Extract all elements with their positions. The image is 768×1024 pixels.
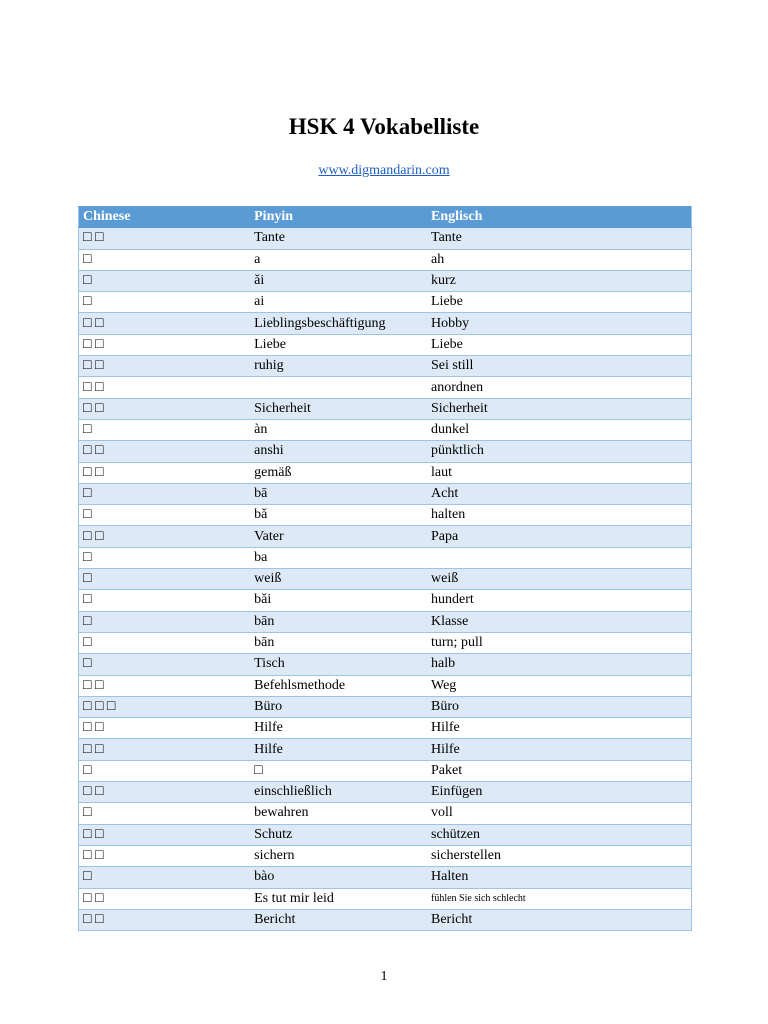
chinese-cell: □ □ — [79, 441, 251, 462]
pinyin-cell: Tante — [250, 228, 427, 249]
englisch-cell: Hobby — [427, 313, 692, 334]
pinyin-cell: ba — [250, 547, 427, 568]
table-row — [79, 611, 692, 632]
chinese-cell: □ □ — [79, 888, 251, 909]
pinyin-cell: Lieblingsbeschäftigung — [250, 313, 427, 334]
pinyin-cell: gemäß — [250, 462, 427, 483]
table-row — [79, 377, 692, 398]
englisch-cell — [427, 547, 692, 568]
chinese-cell: □ □ — [79, 313, 251, 334]
table-row — [79, 782, 692, 803]
pinyin-cell: Vater — [250, 526, 427, 547]
englisch-cell: laut — [427, 462, 692, 483]
chinese-cell: □ — [79, 547, 251, 568]
pinyin-cell: Schutz — [250, 824, 427, 845]
chinese-cell: □ □ — [79, 782, 251, 803]
table-row — [79, 313, 692, 334]
document-title: HSK 4 Vokabelliste — [288, 114, 480, 139]
pinyin-cell: Befehlsmethode — [250, 675, 427, 696]
chinese-cell: □ — [79, 419, 251, 440]
pinyin-cell: Sicherheit — [250, 398, 427, 419]
chinese-cell: □ □ — [79, 909, 251, 930]
pinyin-cell: Bericht — [250, 909, 427, 930]
englisch-cell: dunkel — [427, 419, 692, 440]
englisch-cell: Tante — [427, 228, 692, 249]
chinese-cell: □ □ — [79, 845, 251, 866]
table-row — [79, 228, 692, 249]
pinyin-cell: bǎi — [250, 590, 427, 611]
table-row — [79, 867, 692, 888]
pinyin-cell: a — [250, 249, 427, 270]
table-row — [79, 462, 692, 483]
chinese-cell: □ — [79, 292, 251, 313]
englisch-cell: schützen — [427, 824, 692, 845]
pinyin-cell — [250, 377, 427, 398]
pinyin-cell: bào — [250, 867, 427, 888]
englisch-cell: Bericht — [427, 909, 692, 930]
table-row — [79, 526, 692, 547]
table-row — [79, 654, 692, 675]
pinyin-cell: anshi — [250, 441, 427, 462]
pinyin-cell: Es tut mir leid — [250, 888, 427, 909]
englisch-cell: Büro — [427, 696, 692, 717]
englisch-cell: voll — [427, 803, 692, 824]
englisch-cell: Liebe — [427, 334, 692, 355]
englisch-cell: Paket — [427, 760, 692, 781]
table-row — [79, 909, 692, 930]
table-body — [79, 228, 692, 931]
chinese-cell: □ □ — [79, 824, 251, 845]
table-row — [79, 760, 692, 781]
chinese-cell: □ — [79, 867, 251, 888]
table-row — [79, 739, 692, 760]
chinese-cell: □ □ — [79, 462, 251, 483]
table-row — [79, 292, 692, 313]
englisch-cell: Hilfe — [427, 739, 692, 760]
column-header-chinese: Chinese — [79, 207, 251, 228]
englisch-cell: weiß — [427, 569, 692, 590]
chinese-cell: □ □ — [79, 675, 251, 696]
chinese-cell: □ — [79, 590, 251, 611]
englisch-cell: Klasse — [427, 611, 692, 632]
pinyin-cell: ai — [250, 292, 427, 313]
chinese-cell: □ □ — [79, 356, 251, 377]
englisch-cell: pünktlich — [427, 441, 692, 462]
table-row — [79, 441, 692, 462]
pinyin-cell: Büro — [250, 696, 427, 717]
pinyin-cell: einschließlich — [250, 782, 427, 803]
chinese-cell: □ — [79, 249, 251, 270]
englisch-cell: Acht — [427, 483, 692, 504]
chinese-cell: □ □ □ — [79, 696, 251, 717]
englisch-cell: Sei still — [427, 356, 692, 377]
pinyin-cell: ruhig — [250, 356, 427, 377]
table-row — [79, 888, 692, 909]
englisch-cell: halb — [427, 654, 692, 675]
table-row — [79, 590, 692, 611]
table-row — [79, 547, 692, 568]
table-row — [79, 334, 692, 355]
chinese-cell: □ □ — [79, 228, 251, 249]
englisch-cell: sicherstellen — [427, 845, 692, 866]
table-row — [79, 569, 692, 590]
englisch-cell: Liebe — [427, 292, 692, 313]
vocabulary-table — [78, 206, 692, 931]
englisch-cell: Sicherheit — [427, 398, 692, 419]
table-row — [79, 356, 692, 377]
pinyin-cell: àn — [250, 419, 427, 440]
table-row — [79, 419, 692, 440]
table-row — [79, 505, 692, 526]
pinyin-cell: Tisch — [250, 654, 427, 675]
chinese-cell: □ — [79, 632, 251, 653]
table-row — [79, 824, 692, 845]
englisch-cell: hundert — [427, 590, 692, 611]
chinese-cell: □ □ — [79, 739, 251, 760]
table-row — [79, 270, 692, 291]
pinyin-cell: bǎ — [250, 505, 427, 526]
englisch-cell: anordnen — [427, 377, 692, 398]
englisch-cell: Hilfe — [427, 718, 692, 739]
englisch-cell: halten — [427, 505, 692, 526]
chinese-cell: □ — [79, 569, 251, 590]
englisch-cell: Einfügen — [427, 782, 692, 803]
chinese-cell: □ — [79, 803, 251, 824]
page-number: 1 — [380, 969, 388, 984]
pinyin-cell: Liebe — [250, 334, 427, 355]
website-link[interactable]: www.digmandarin.com — [318, 163, 450, 178]
chinese-cell: □ □ — [79, 377, 251, 398]
header-row — [79, 207, 692, 228]
website-link-wrapper — [0, 163, 768, 179]
pinyin-cell: bān — [250, 611, 427, 632]
chinese-cell: □ □ — [79, 718, 251, 739]
chinese-cell: □ — [79, 270, 251, 291]
table-row — [79, 845, 692, 866]
table-row — [79, 632, 692, 653]
chinese-cell: □ — [79, 505, 251, 526]
table-row — [79, 718, 692, 739]
pinyin-cell: sichern — [250, 845, 427, 866]
chinese-cell: □ — [79, 611, 251, 632]
pinyin-cell: bān — [250, 632, 427, 653]
englisch-cell: turn; pull — [427, 632, 692, 653]
chinese-cell: □ — [79, 483, 251, 504]
table-row — [79, 803, 692, 824]
chinese-cell: □ — [79, 654, 251, 675]
pinyin-cell: □ — [250, 760, 427, 781]
column-header-pinyin: Pinyin — [250, 207, 427, 228]
chinese-cell: □ □ — [79, 398, 251, 419]
table-row — [79, 249, 692, 270]
englisch-cell: Weg — [427, 675, 692, 696]
pinyin-cell: bewahren — [250, 803, 427, 824]
englisch-cell: kurz — [427, 270, 692, 291]
englisch-cell: Halten — [427, 867, 692, 888]
table-row — [79, 696, 692, 717]
pinyin-cell: bā — [250, 483, 427, 504]
pinyin-cell: ǎi — [250, 270, 427, 291]
englisch-cell: Papa — [427, 526, 692, 547]
column-header-englisch: Englisch — [427, 207, 692, 228]
pinyin-cell: Hilfe — [250, 718, 427, 739]
chinese-cell: □ — [79, 760, 251, 781]
pinyin-cell: Hilfe — [250, 739, 427, 760]
chinese-cell: □ □ — [79, 334, 251, 355]
table-header — [79, 207, 692, 228]
englisch-cell: fühlen Sie sich schlecht — [427, 888, 692, 909]
table-row — [79, 675, 692, 696]
table-row — [79, 483, 692, 504]
table-row — [79, 398, 692, 419]
englisch-cell: ah — [427, 249, 692, 270]
pinyin-cell: weiß — [250, 569, 427, 590]
chinese-cell: □ □ — [79, 526, 251, 547]
